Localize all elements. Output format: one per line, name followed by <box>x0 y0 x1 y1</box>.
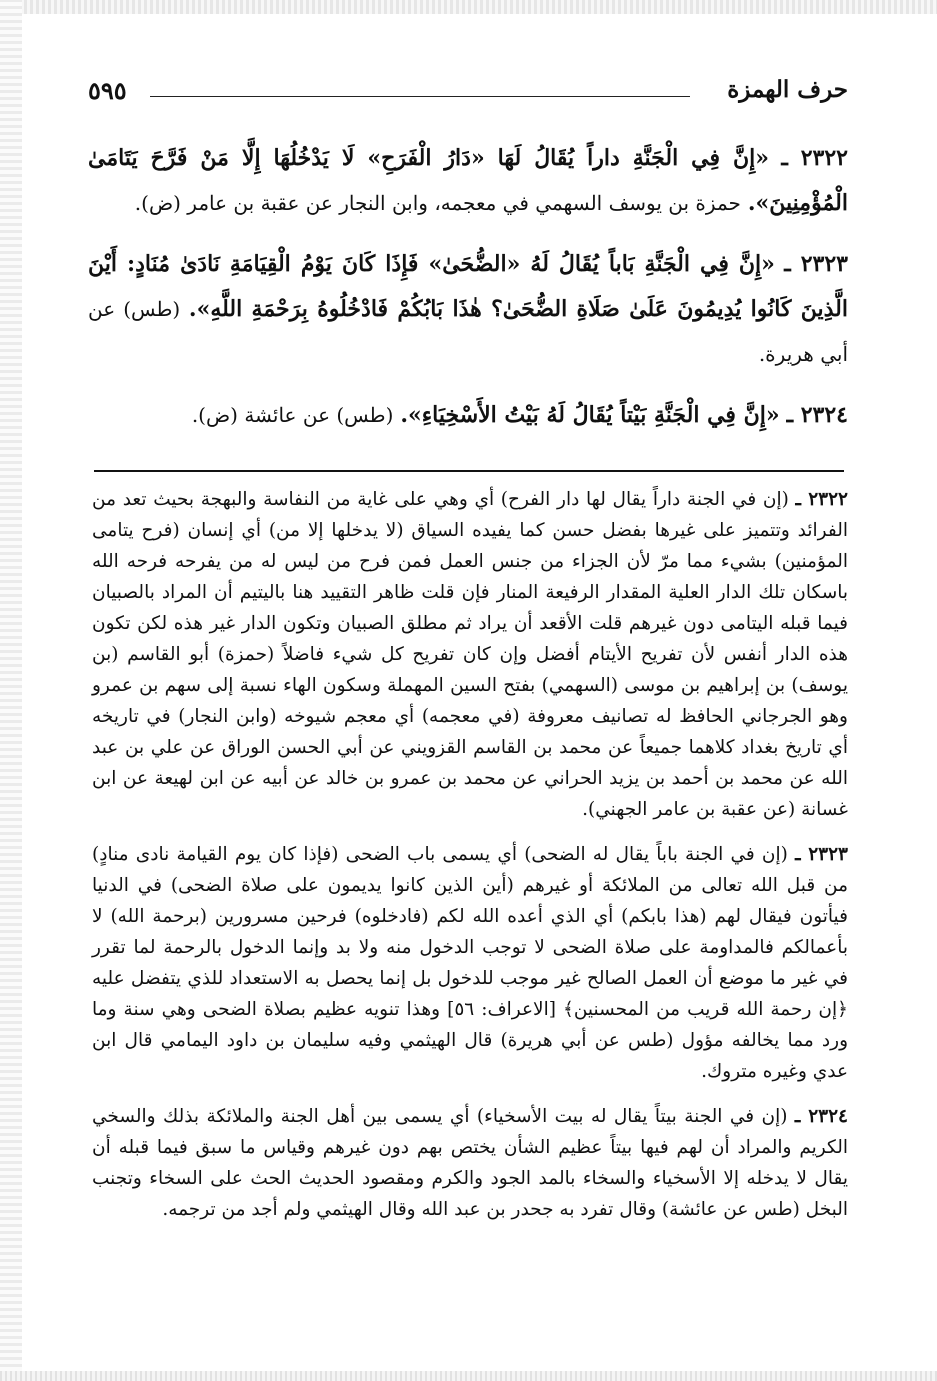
commentary-text: (إن في الجنة داراً يقال لها دار الفرح) أي وهي على غاية من النفاسة والبهجة بحيث تعد من الفرائد وتتميز على غيرها بفضل حسن كما يفيده السياق (لا يدخلها إلا من) أي إنسان (فرح يتامى المؤمنين) بشيء مما مرّ لأن الجزاء من جنس العمل فمن فرح من ليس له من يفرحه فرحه الله باسكان تلك الدار العلية المقدار الرفيعة المنار فإن قلت ظاهر التقييد هنا باليتيم أن المراد بالصبيان فيما قبله اليتامى دون غيرهم قلت الأقعد أن يراد ثم مطلق الصبيان وتكون الدار غير هذه لكن تكون هذه الدار أنفس لأن تفريح الأيتام أفضل وإن كان تفريح كل شيء فاضلاً (حمزة) أبو القاسم (بن يوسف) بن إبراهيم بن موسى (السهمي) بفتح السين المهملة وسكون الهاء نسبة إلى سهم بن عمرو وهو الجرجاني الحافظ له تصانيف معروفة (في معجمه) أي معجم شيوخه (وابن النجار) في تاريخه أي تاريخ بغداد كلاهما جميعاً عن محمد بن القاسم القزويني عن أبي الحسن الوراق عن علي بن عبد الله عن محمد بن أحمد بن يزيد الحراني عن محمد بن عمرو بن خالد عن أبيه عن ابن لهيعة عن ابن غسانة (عن عقبة بن عامر الجهني). <box>92 489 848 820</box>
running-header <box>88 76 848 106</box>
commentary-paragraph <box>92 1101 848 1225</box>
commentary-text: (إن في الجنة باباً يقال له الضحى) أي يسمى باب الضحى (فإذا كان يوم القيامة نادى منادٍ) من قبل الله تعالى من الملائكة أو غيرهم (أين الذين كانوا يديمون على صلاة الضحى) في الدنيا فيأتون فيقال لهم (هذا بابكم) أي الذي أعده الله لكم (فادخلوه) فرحين مسرورين (برحمة الله) لا بأعمالكم فالمداومة على صلاة الضحى لا توجب الدخول منه ولا بد وإنما الدخول بالرحمة لما تقرر في غير ما موضع أن العمل الصالح غير موجب للدخول بل إنما يحصل به الاستعداد للذي يتفضل عليه ﴿إن رحمة الله قريب من المحسنين﴾ [الاعراف: ٥٦] وهذا تنويه عظيم بصلاة الضحى وهي سنة وما ورد مما يخالفه مؤول (طس عن أبي هريرة) قال الهيثمي وفيه سليمان بن داود اليمامي قال ابن عدي وغيره متروك. <box>92 844 848 1082</box>
hadith-text: «إِنَّ فِي الْجَنَّةِ داراً يُقَالُ لَهَا «دَارُ الْفَرَحِ» لَا يَدْخُلُهَا إِلَّا مَنْ فَرَّحَ يَتَامَىٰ الْمُؤْمِنِينَ». <box>88 145 848 216</box>
hadith-number: ٢٣٢٢ ـ <box>781 145 848 171</box>
hadith-number: ٢٣٢٤ ـ <box>786 402 848 428</box>
commentary-number: ٢٣٢٣ ـ <box>795 844 848 865</box>
hadith-source: (طس) عن عائشة (ض). <box>191 403 394 427</box>
hadith-source: (طس) عن أبي هريرة. <box>88 297 848 366</box>
hadith-source: حمزة بن يوسف السهمي في معجمه، وابن النجار عن عقبة بن عامر (ض). <box>134 191 741 215</box>
footnote-divider <box>94 470 844 472</box>
hadith-text: «إِنَّ فِي الْجَنَّةِ بَيْتاً يُقَالُ لَهُ بَيْتُ الأَسْخِيَاءِ». <box>400 402 780 428</box>
hadith-text: «إِنَّ فِي الْجَنَّةِ بَاباً يُقَالُ لَهُ «الضُّحَىٰ» فَإِذَا كَانَ يَوْمُ الْقِيَامَةِ نَادَىٰ مُنَادٍ: أَيْنَ الَّذِينَ كَانُوا يُدِيمُونَ عَلَىٰ صَلَاةِ الضُّحَىٰ؟ هٰذَا بَابُكُمْ فَادْخُلُوهُ بِرَحْمَةِ اللَّهِ». <box>88 251 848 322</box>
chapter-title: حرف الهمزة <box>727 76 848 103</box>
hadith-text-block <box>88 136 848 454</box>
commentary-paragraph <box>92 484 848 825</box>
scan-edge-bottom <box>0 1371 937 1381</box>
hadith-entry <box>88 242 848 377</box>
commentary-block <box>92 484 848 1239</box>
scan-edge-left <box>0 0 22 1381</box>
hadith-entry <box>88 393 848 438</box>
page-number: ٥٩٥ <box>88 76 127 105</box>
header-rule <box>150 96 690 97</box>
commentary-number: ٢٣٢٢ ـ <box>795 489 848 510</box>
hadith-entry <box>88 136 848 226</box>
commentary-number: ٢٣٢٤ ـ <box>794 1106 848 1127</box>
commentary-paragraph <box>92 839 848 1087</box>
commentary-text: (إن في الجنة بيتاً يقال له بيت الأسخياء) أي يسمى بين أهل الجنة والملائكة بذلك والسخي الكريم والمراد أن لهم فيها بيتاً عظيم الشأن يختص بهم دون غيرهم وقياس ما سبق فيما قبله أن يقال لا يدخله إلا الأسخياء والسخاء بالمد الجود والكرم ومقصود الحديث الحث على السخاء وتجنب البخل (طس عن عائشة) وقال تفرد به جحدر بن عبد الله وقال الهيثمي ولم أجد من ترجمه. <box>92 1106 848 1220</box>
hadith-number: ٢٣٢٣ ـ <box>784 251 848 277</box>
scan-edge-top <box>0 0 937 14</box>
